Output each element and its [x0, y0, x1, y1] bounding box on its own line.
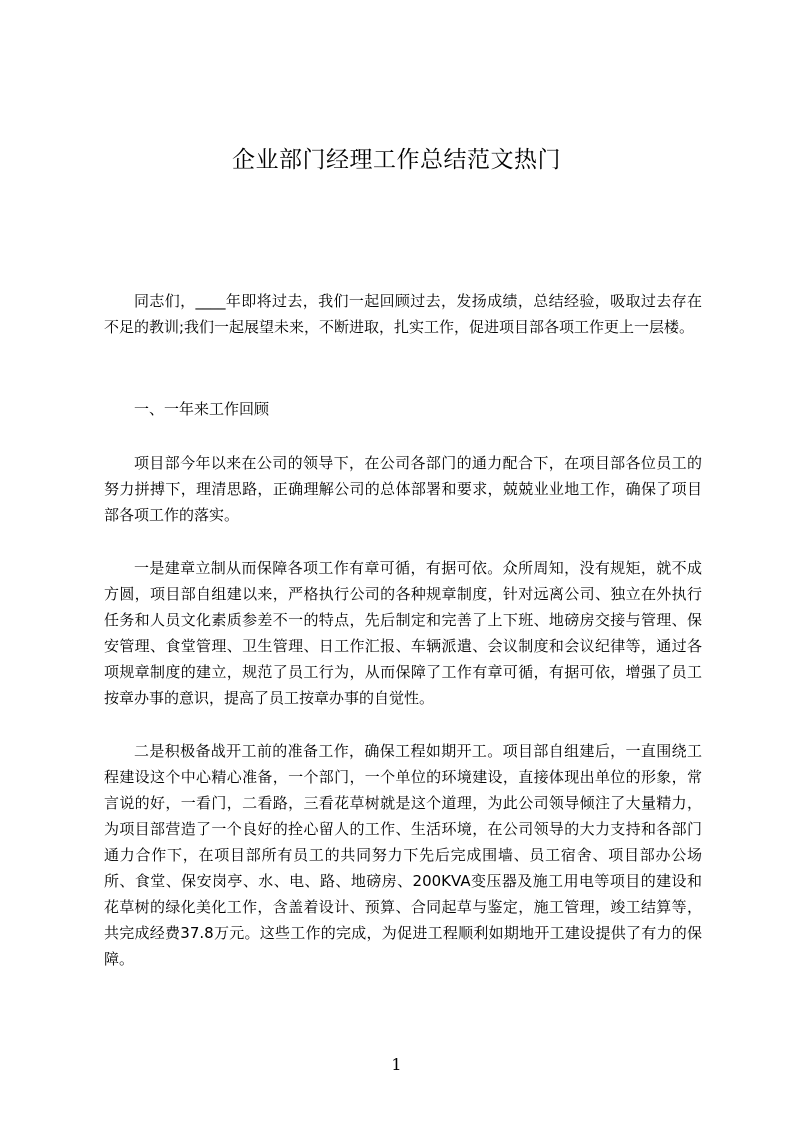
paragraph-rules: 一是建章立制从而保障各项工作有章可循，有据可依。众所周知，没有规矩，就不成方圆，项目部自组建以来，严格执行公司的各种规章制度，针对远离公司、独立在外执行任务和人员文化素质参差不一的特点，先后制定和完善了上下班、地磅房交接与管理、保安管理、食堂管理、卫生管理、日工作汇报、车辆派遣、会议制度和会议纪律等，通过各项规章制度的建立，规范了员工行为，从而保障了工作有章可循，有据可依，增强了员工按章办事的意识，提高了员工按章办事的自觉性。 — [104, 559, 702, 707]
section-heading: 一、一年来工作回顾 — [134, 400, 270, 418]
paragraph-intro: 同志们，____年即将过去，我们一起回顾过去，发扬成绩，总结经验，吸取过去存在不足的教训;我们一起展望未来，不断进取，扎实工作，促进项目部各项工作更上一层楼。 — [104, 292, 702, 336]
document-title: 企业部门经理工作总结范文热门 — [232, 147, 561, 173]
paragraph-preparation: 二是积极备战开工前的准备工作，确保工程如期开工。项目部自组建后，一直围绕工程建设这个中心精心准备，一个部门，一个单位的环境建设，直接体现出单位的形象，常言说的好，一看门，二看路，三看花草树就是这个道理，为此公司领导倾注了大量精力，为项目部营造了一个良好的拴心留人的工作、生活环境，在公司领导的大力支持和各部门通力合作下，在项目部所有员工的共同努力下先后完成围墙、员工宿舍、项目部办公场所、食堂、保安岗亭、水、电、路、地磅房、200KVA变压器及施工用电等项目的建设和花草树的绿化美化工作，含盖着设计、预算、合同起草与鉴定，施工管理，竣工结算等，共完成经费37.8万元。这些工作的完成，为促进工程顺利如期地开工建设提供了有力的保障。 — [104, 742, 702, 968]
page-number: 1 — [391, 1055, 402, 1074]
paragraph-review: 项目部今年以来在公司的领导下，在公司各部门的通力配合下，在项目部各位员工的努力拼搏下，理清思路，正确理解公司的总体部署和要求，兢兢业业地工作，确保了项目部各项工作的落实。 — [104, 454, 702, 524]
